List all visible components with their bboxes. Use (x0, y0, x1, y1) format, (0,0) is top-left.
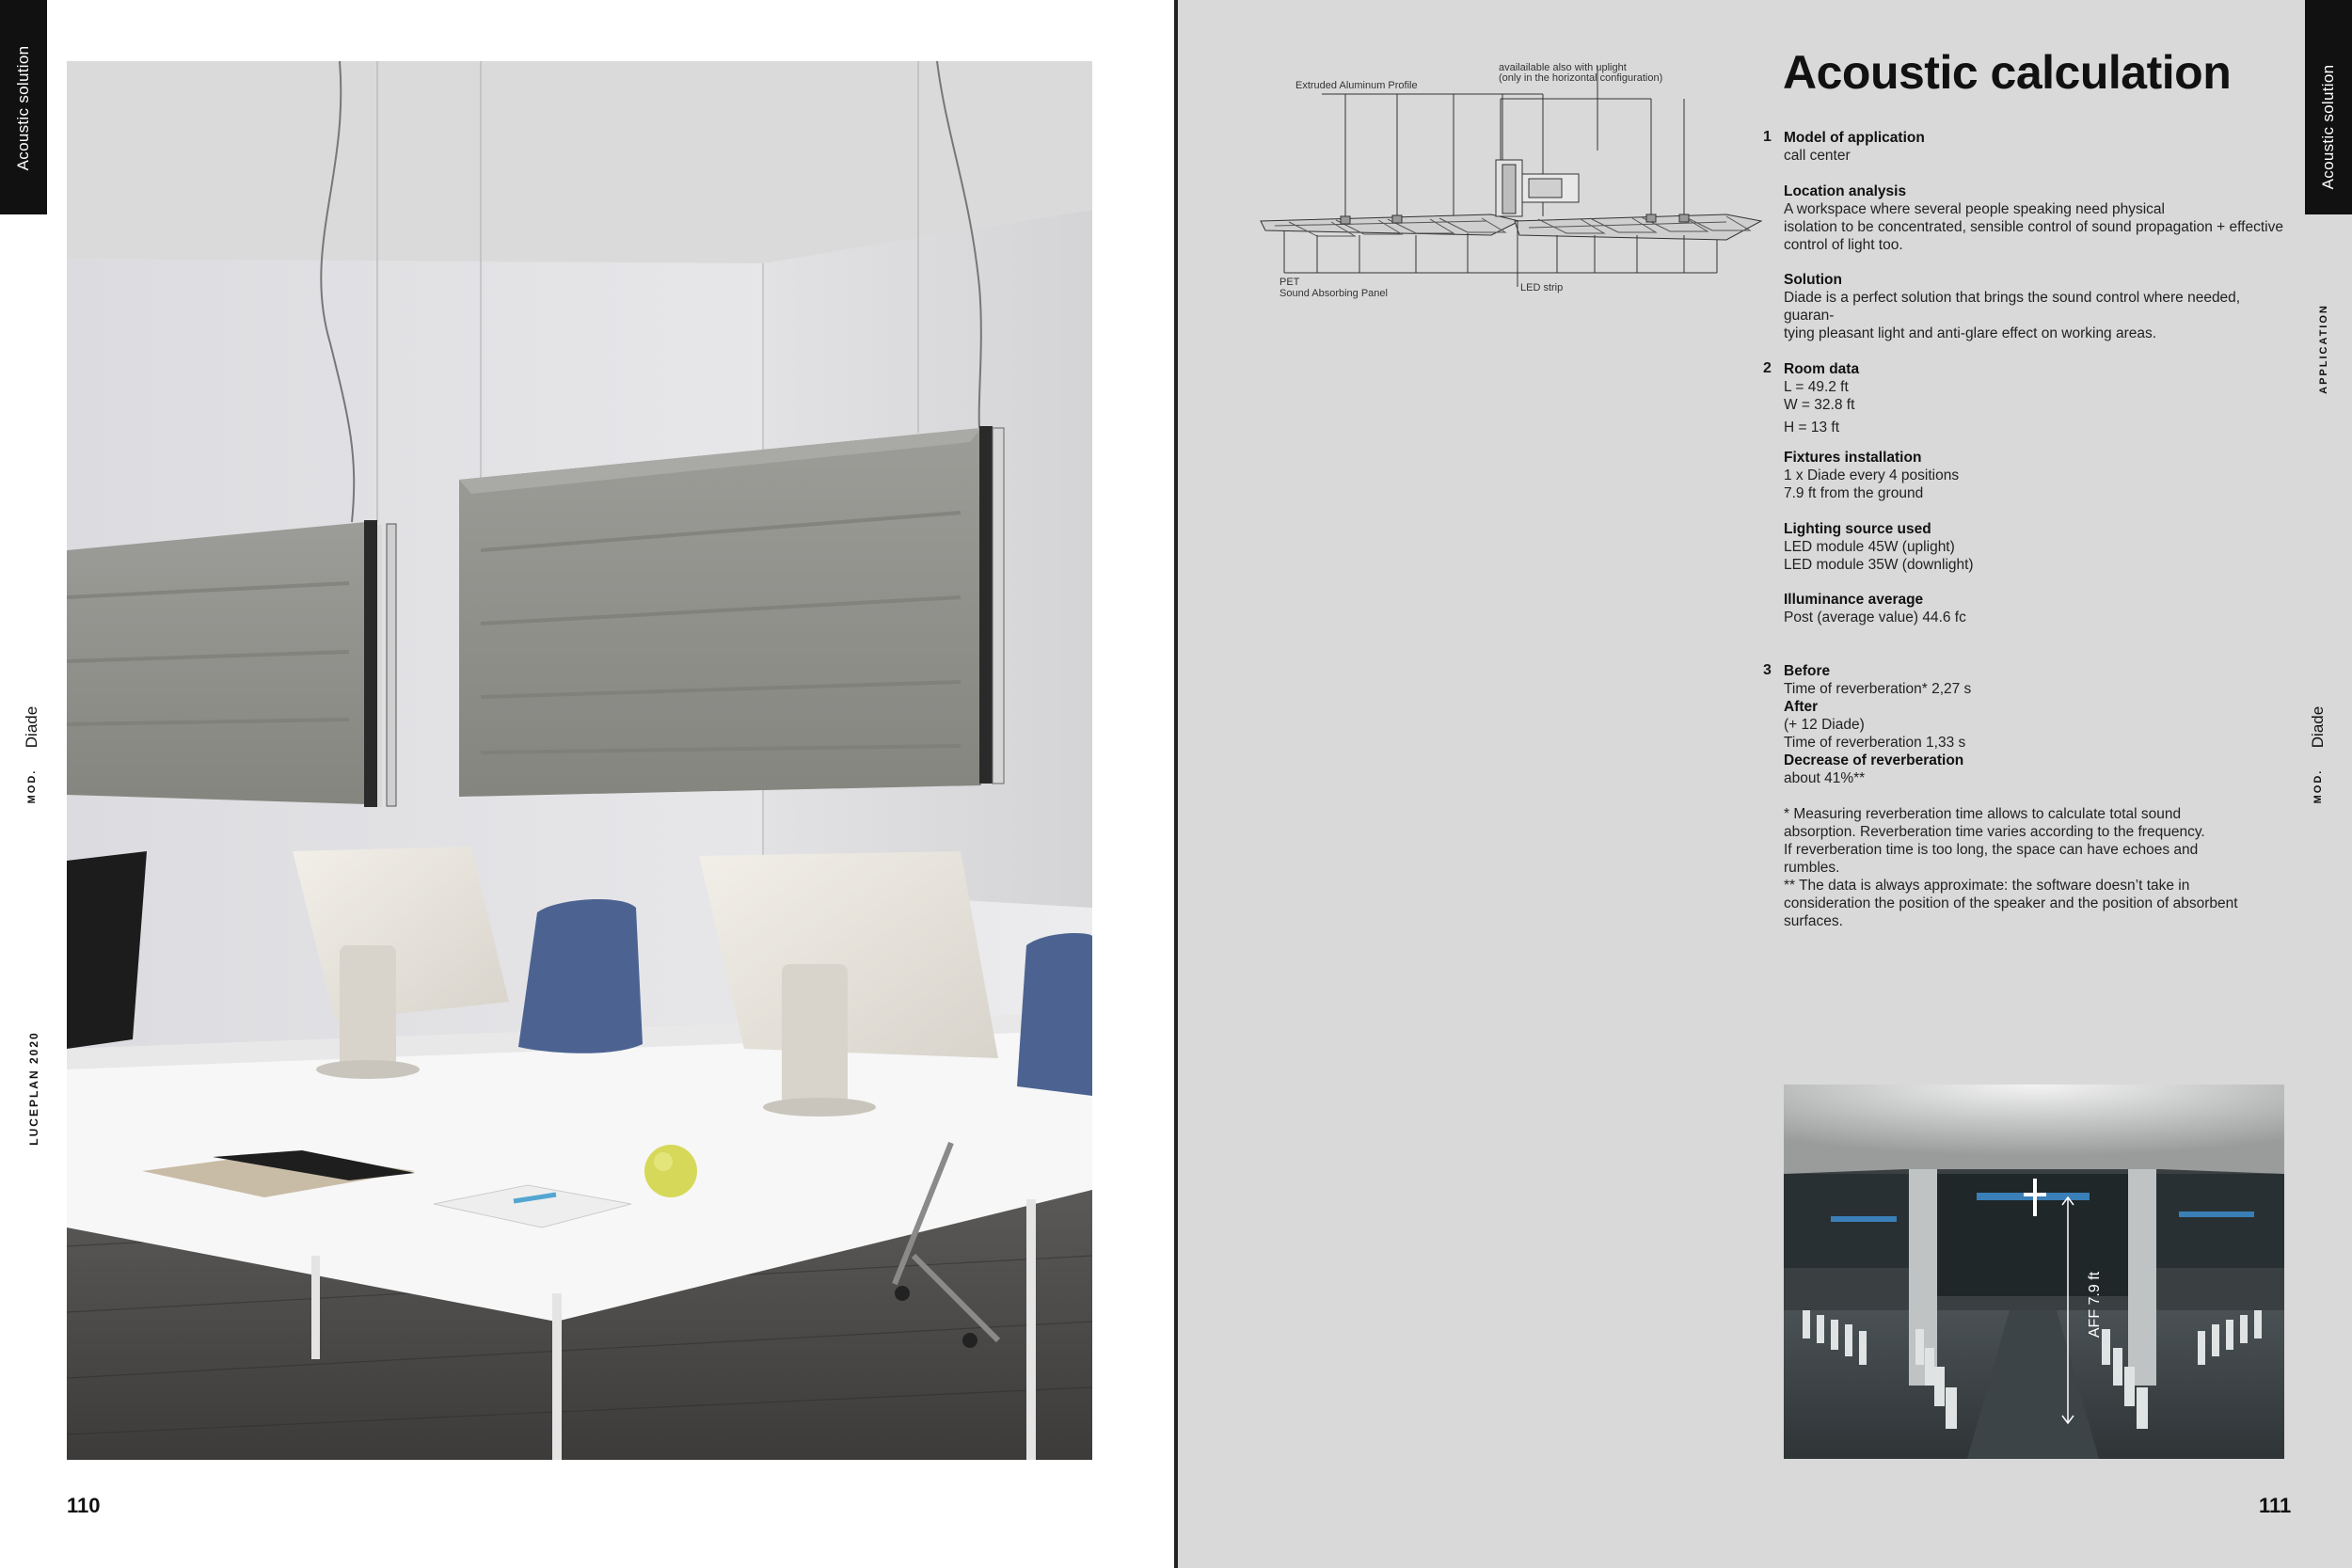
section-2-illuminance (1784, 591, 2292, 626)
fixtures-heading: Fixtures installation (1784, 450, 1922, 466)
room-length: L = 49.2 ft (1784, 379, 1849, 395)
location-line-3: control of light too. (1784, 237, 1903, 253)
label-sound-panel: Sound Absorbing Panel (1279, 288, 1388, 299)
section-2-room (1784, 360, 2292, 436)
room-height: H = 13 ft (1784, 420, 1840, 436)
location-line-1: A workspace where several people speaking need physical (1784, 201, 2165, 217)
label-pet: PET (1279, 277, 1300, 288)
note-line-1: * Measuring reverberation time allows to calculate total sound (1784, 806, 2182, 822)
fixtures-line-1: 1 x Diade every 4 positions (1784, 467, 1960, 483)
fixture-diagram (1256, 56, 1769, 310)
section-application: APPLICATION (2318, 304, 2329, 394)
note-line-5: ** The data is always approximate: the software doesn’t take in (1784, 878, 2190, 894)
page-title: Acoustic calculation (1783, 46, 2232, 99)
section-2-fixtures (1784, 449, 2292, 502)
section-2-source (1784, 520, 2292, 574)
before-line-1: Time of reverberation* 2,27 s (1784, 681, 1972, 697)
section-3-number: 3 (1763, 662, 1772, 678)
decrease-line-1: about 41%** (1784, 770, 1866, 786)
location-line-2: isolation to be concentrated, sensible control of sound propagation + effective (1784, 219, 2283, 235)
page-number-left: 110 (67, 1494, 101, 1517)
label-extruded-profile: Extruded Aluminum Profile (1295, 80, 1418, 91)
after-line-1: (+ 12 Diade) (1784, 717, 1865, 733)
after-heading: After (1784, 699, 1819, 715)
solution-heading: Solution (1784, 272, 1842, 288)
section-1-solution (1784, 271, 2292, 342)
after-line-2: Time of reverberation 1,33 s (1784, 735, 1966, 751)
note-line-6: consideration the position of the speaker and the position of absorbent (1784, 895, 2238, 911)
section-tab-right-label: Acoustic solution (2319, 64, 2337, 190)
source-heading: Lighting source used (1784, 521, 1931, 537)
section-3-results (1784, 662, 2292, 787)
office-photo (67, 61, 1092, 1460)
solution-line-2: tying pleasant light and anti-glare effect on working areas. (1784, 325, 2157, 341)
source-line-2: LED module 35W (downlight) (1784, 557, 1974, 573)
illuminance-heading: Illuminance average (1784, 592, 1924, 608)
room-heading: Room data (1784, 361, 1860, 377)
page-number-right: 111 (2259, 1494, 2292, 1517)
location-heading: Location analysis (1784, 183, 1907, 199)
note-line-4: rumbles. (1784, 860, 1840, 876)
before-heading: Before (1784, 663, 1831, 679)
decrease-heading: Decrease of reverberation (1784, 752, 1964, 768)
fixtures-line-2: 7.9 ft from the ground (1784, 485, 1924, 501)
section-1-number: 1 (1763, 129, 1772, 145)
mod-name: Diade (23, 705, 40, 749)
mod-label: MOD. (26, 768, 38, 804)
model-heading: Model of application (1784, 130, 1925, 146)
label-led-strip: LED strip (1520, 282, 1564, 293)
room-width: W = 32.8 ft (1784, 397, 1855, 413)
catalog-label: LUCEPLAN 2020 (27, 1031, 40, 1146)
solution-line-1: Diade is a perfect solution that brings the sound control where needed, guaran- (1784, 290, 2241, 324)
section-1-location (1784, 182, 2292, 254)
render-height-label: AFF 7.9 ft (2087, 1271, 2103, 1338)
section-1-model (1784, 129, 2292, 165)
label-uplight-1: availailable also with uplight (1499, 62, 1627, 73)
section-3-notes (1784, 805, 2292, 930)
note-line-7: surfaces. (1784, 913, 1843, 929)
source-line-1: LED module 45W (uplight) (1784, 539, 1955, 555)
mod-label-right: MOD. (2312, 768, 2324, 804)
note-line-3: If reverberation time is too long, the space can have echoes and (1784, 842, 2199, 858)
mod-name-right: Diade (2309, 705, 2327, 749)
call-center-render (1784, 1085, 2284, 1459)
label-uplight-2: (only in the horizontal configuration) (1499, 72, 1663, 84)
illuminance-line-1: Post (average value) 44.6 fc (1784, 610, 1966, 626)
section-2-number: 2 (1763, 360, 1772, 376)
section-tab-label: Acoustic solution (14, 45, 32, 171)
note-line-2: absorption. Reverberation time varies according to the frequency. (1784, 824, 2205, 840)
model-value: call center (1784, 148, 1851, 164)
